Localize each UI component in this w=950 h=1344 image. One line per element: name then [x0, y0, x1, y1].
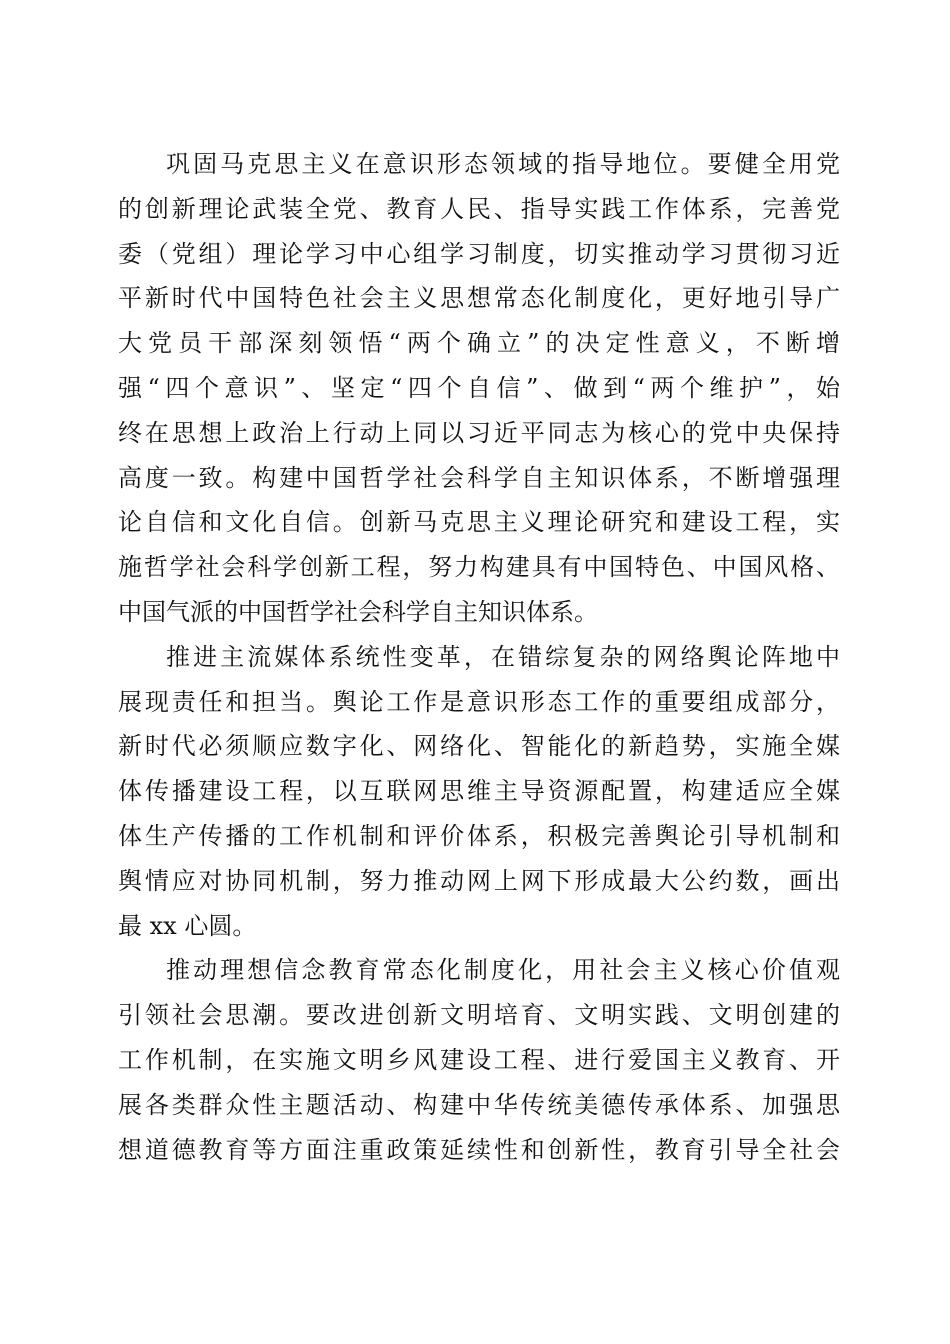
paragraph-line: 推进主流媒体系统性变革，在错综复杂的网络舆论阵地中	[166, 642, 840, 671]
paragraph-line: 想道德教育等方面注重政策延续性和创新性，教育引导全社会	[118, 1135, 840, 1164]
paragraph-line: 施哲学社会科学创新工程，努力构建具有中国特色、中国风格、	[118, 553, 840, 582]
paragraph-line: 推动理想信念教育常态化制度化，用社会主义核心价值观	[166, 956, 840, 985]
paragraph-line: 工作机制，在实施文明乡风建设工程、进行爱国主义教育、开	[118, 1045, 840, 1074]
paragraph-line: 展现责任和担当。舆论工作是意识形态工作的重要组成部分，	[118, 687, 840, 716]
paragraph-line: 巩固马克思主义在意识形态领域的指导地位。要健全用党	[166, 150, 840, 178]
paragraph-1	[118, 142, 840, 635]
paragraph-line: 委（党组）理论学习中心组学习制度，切实推动学习贯彻习近	[118, 239, 840, 268]
paragraph-line: 的创新理论武装全党、教育人民、指导实践工作体系，完善党	[118, 194, 840, 223]
paragraph-line: 大党员干部深刻领悟“两个确立”的决定性意义，不断增	[118, 329, 840, 358]
paragraph-2	[118, 635, 840, 949]
paragraph-line: 引领社会思潮。要改进创新文明培育、文明实践、文明创建的	[118, 1001, 840, 1030]
paragraph-line: 体传播建设工程，以互联网思维主导资源配置，构建适应全媒	[118, 777, 840, 806]
paragraph-3	[118, 948, 840, 1172]
paragraph-line: 高度一致。构建中国哲学社会科学自主知识体系，不断增强理	[118, 463, 840, 492]
paragraph-line: 舆情应对协同机制，努力推动网上网下形成最大公约数，画出	[118, 866, 840, 895]
paragraph-line: 中国气派的中国哲学社会科学自主知识体系。	[118, 597, 598, 626]
paragraph-line: 终在思想上政治上行动上同以习近平同志为核心的党中央保持	[118, 418, 840, 447]
paragraph-line: 体生产传播的工作机制和评价体系，积极完善舆论引导机制和	[118, 821, 840, 850]
document-body	[118, 142, 840, 1172]
paragraph-line: 展各类群众性主题活动、构建中华传统美德传承体系、加强思	[118, 1090, 840, 1119]
paragraph-line: 最 xx 心圆。	[118, 911, 257, 940]
paragraph-line: 强“四个意识”、坚定“四个自信”、做到“两个维护”，始	[118, 373, 840, 402]
paragraph-line: 新时代必须顺应数字化、网络化、智能化的新趋势，实施全媒	[118, 732, 840, 761]
paragraph-line: 平新时代中国特色社会主义思想常态化制度化，更好地引导广	[118, 284, 840, 313]
paragraph-line: 论自信和文化自信。创新马克思主义理论研究和建设工程，实	[118, 508, 840, 537]
